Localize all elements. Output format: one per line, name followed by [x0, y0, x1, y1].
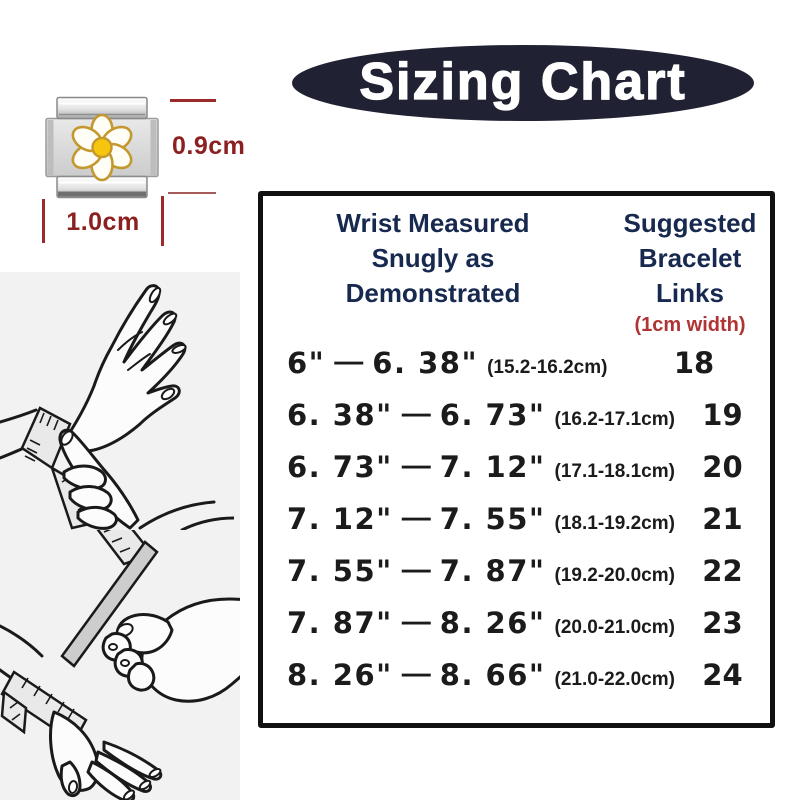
flower-center: [93, 138, 112, 157]
table-row: [263, 649, 770, 701]
table-row: [263, 441, 770, 493]
wrist-range-cell: [263, 606, 675, 641]
wrist-range-cell: [263, 346, 618, 381]
wrist-max: 7. 12": [439, 449, 546, 484]
wrist-measuring-illustration-bottom: [0, 530, 240, 800]
table-header-wrist: [277, 206, 589, 311]
header-line: Suggested: [623, 208, 757, 238]
wrist-max: 6. 38": [372, 345, 479, 380]
wrist-min: 7. 12": [287, 501, 393, 536]
height-dimension-bottom-line: [168, 192, 216, 194]
wrist-min: 7. 55": [287, 553, 393, 588]
table-header-links: [611, 206, 769, 338]
wrist-min: 6. 38": [287, 397, 393, 432]
wrist-max: 7. 55": [439, 501, 546, 536]
wrist-range-cell: [263, 554, 675, 589]
wrist-range-cell: [263, 450, 675, 485]
links-count: 23: [702, 606, 743, 640]
table-row: [263, 493, 770, 545]
table-rows: [263, 337, 770, 701]
charm-face-right-trim: [151, 120, 157, 175]
wrist-min: 7. 87": [287, 605, 393, 640]
wrist-min: 6. 73": [287, 449, 393, 484]
cm-range: (16.2-17.1cm): [554, 408, 675, 430]
header-line: Bracelet: [638, 243, 742, 273]
range-dash: —: [401, 605, 431, 638]
wrist-max: 7. 87": [439, 553, 546, 588]
width-dimension-right-line: [161, 196, 164, 246]
title-banner: [292, 45, 754, 121]
links-count: 19: [702, 398, 743, 432]
links-count: 18: [673, 346, 715, 380]
width-dimension-left-line: [42, 199, 45, 243]
header-line: Demonstrated: [345, 278, 521, 308]
links-count: 21: [702, 502, 743, 536]
wrist-max: 6. 73": [439, 397, 546, 432]
charm-face-left-trim: [48, 120, 54, 175]
charm-height-label: 0.9cm: [172, 132, 246, 160]
range-dash: —: [401, 657, 431, 690]
cm-range: (15.2-16.2cm): [487, 356, 608, 378]
wrist-max: 8. 66": [439, 657, 546, 692]
cm-range: (21.0-22.0cm): [554, 668, 675, 690]
wrist-max: 8. 26": [439, 605, 546, 640]
table-row: [263, 597, 770, 649]
range-dash: —: [401, 501, 431, 534]
range-dash: —: [401, 397, 431, 430]
header-line: Snugly as: [371, 243, 495, 273]
header-line: Links: [656, 278, 724, 308]
header-width-note: (1cm width): [634, 314, 746, 336]
charm-link-image: [42, 94, 162, 201]
links-count: 22: [702, 554, 743, 588]
charm-width-label: 1.0cm: [66, 208, 140, 236]
upright-hand: [62, 286, 185, 452]
illustration-panel: [0, 272, 240, 800]
sizing-table: [258, 191, 775, 728]
wrist-min: 8. 26": [287, 657, 393, 692]
cm-range: (17.1-18.1cm): [554, 460, 675, 482]
height-dimension-top-line: [170, 99, 216, 102]
table-row: [263, 545, 770, 597]
wrist-range-cell: [263, 398, 675, 433]
links-count: 20: [702, 450, 743, 484]
wrist-measuring-illustration-top: [0, 272, 234, 530]
header-line: Wrist Measured: [336, 208, 530, 238]
table-row: [263, 389, 770, 441]
wrist-min: 6": [287, 345, 326, 380]
wrist-range-cell: [263, 502, 675, 537]
range-dash: —: [401, 449, 431, 482]
links-count: 24: [702, 658, 743, 692]
cm-range: (19.2-20.0cm): [554, 564, 675, 586]
cm-range: (20.0-21.0cm): [554, 616, 675, 638]
page-title: Sizing Chart: [359, 53, 687, 111]
charm-bottom-edge: [58, 192, 146, 197]
range-dash: —: [401, 553, 431, 586]
table-row: [263, 337, 770, 389]
range-dash: —: [334, 345, 364, 378]
cm-range: (18.1-19.2cm): [554, 512, 675, 534]
wrist-range-cell: [263, 658, 675, 693]
